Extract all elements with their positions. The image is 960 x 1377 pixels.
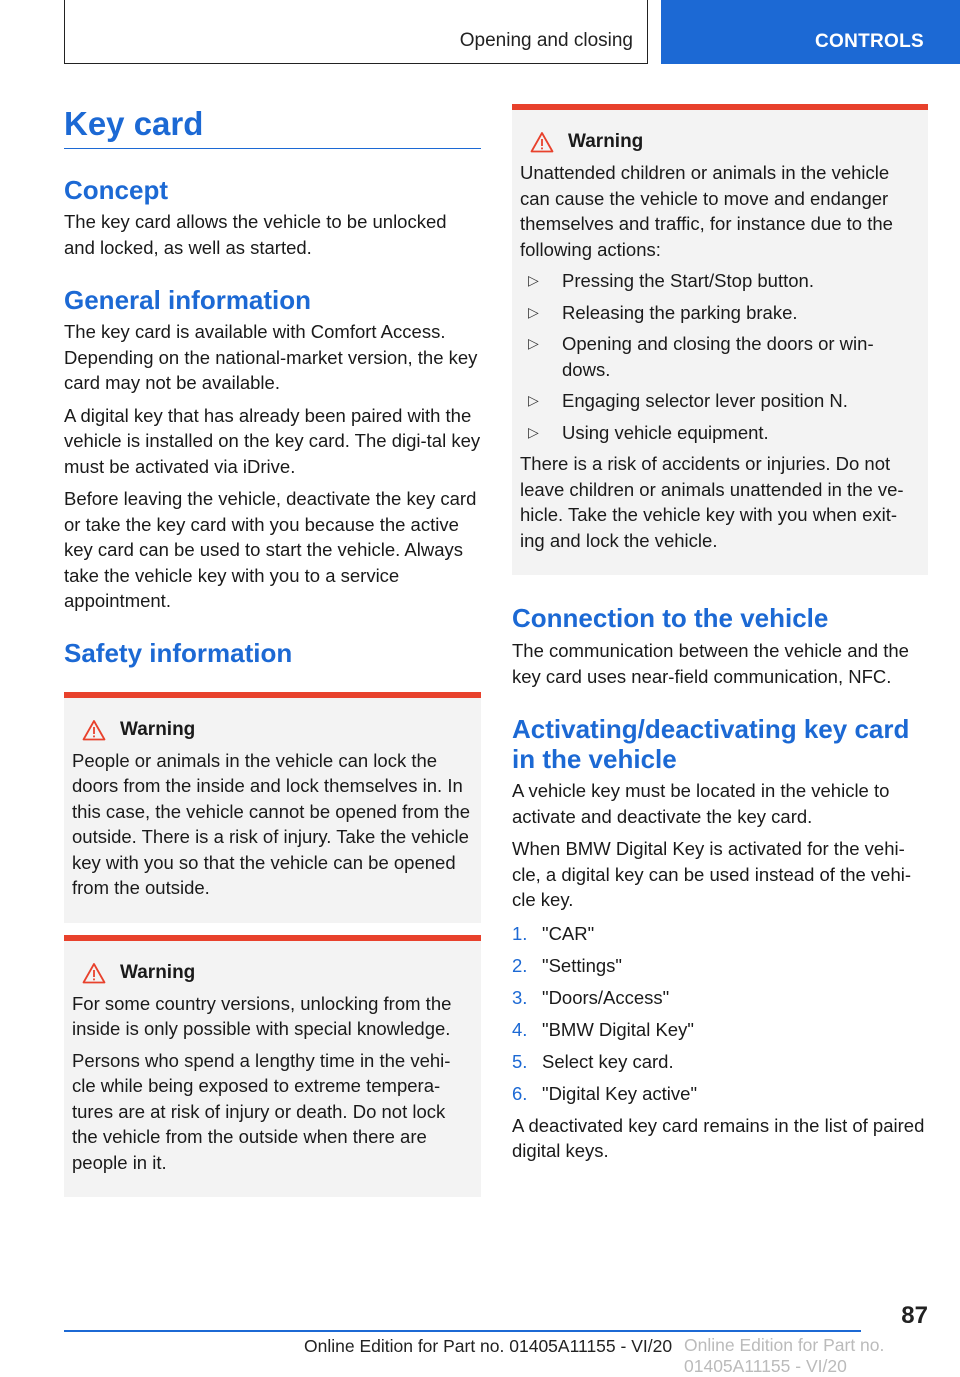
step-text: "Settings" [542,954,622,976]
bullet-triangle-icon: ▷ [528,392,539,408]
step-text: "Doors/Access" [542,986,670,1008]
footer-edition: Online Edition for Part no. 01405A11155 - VI/20 [304,1336,673,1356]
activating-paragraph-1: A vehicle key must be located in the vehicle to activate and deactivate the key card. [512,780,890,827]
step-number: 2. [512,954,528,976]
list-item: ▷ Pressing the Start/Stop button. [520,268,920,294]
bullet-triangle-icon: ▷ [528,272,539,288]
connection-heading: Connection to the vehicle [512,603,829,633]
header-chapter-title: CONTROLS [815,31,925,52]
warning-bullet-list [520,268,920,445]
bullet-triangle-icon: ▷ [528,335,539,351]
list-item: ▷ Using vehicle equipment. [520,420,920,446]
warning-title-row [82,961,473,985]
list-item: ▷ Engaging selector lever position N. [520,388,920,414]
warning-title: Warning [120,718,196,740]
warning-text-2: Persons who spend a lengthy time in the vehi-cle while being exposed to extreme tempera-tures are at risk of injury or death. Do not lock the vehicle from the outside when there are people in it. [72,1049,451,1173]
list-item [512,1049,928,1075]
warning-intro: Unattended children or animals in the vehicle can cause the vehicle to move and endanger themselves and traffic, for instance due to the following actions: [520,162,893,260]
list-item: ▷ Opening and closing the doors or win-dows. [520,331,920,382]
warning-triangle-icon [82,962,106,984]
warning-title: Warning [120,961,196,983]
warning-title-row [82,718,473,742]
warning-title-row [530,130,920,154]
connection-text: The communication between the vehicle and the key card uses near-field communication, NFC. [512,640,909,687]
step-text: "BMW Digital Key" [542,1018,694,1040]
warning-box-locked-in [64,692,481,923]
closing-text: A deactivated key card remains in the list of paired digital keys. [512,1114,925,1161]
general-info-paragraph-1: The key card is available with Comfort Access. Depending on the national-market version, the key card may not be available. [64,321,478,393]
header-section-box [64,0,648,64]
header-chapter-tab [661,0,960,64]
step-number: 5. [512,1050,528,1072]
warning-box-unlocking [64,935,481,1198]
right-column [512,104,928,1164]
bullet-triangle-icon: ▷ [528,423,539,440]
safety-info-heading: Safety information [64,637,293,668]
list-item [512,1081,928,1107]
warning-text-1: For some country versions, unlocking from the inside is only possible with special knowledge. [72,992,452,1039]
warning-triangle-icon [82,719,106,741]
step-text: "CAR" [542,922,595,944]
general-info-paragraph-2: A digital key that has already been paired with the vehicle is installed on the key card. The digi-tal key must be activated via iDrive. [64,404,481,477]
general-info-heading: General information [64,285,312,315]
warning-title: Warning [568,131,644,152]
page-number: 87 [901,1302,928,1329]
left-column [64,104,481,1197]
header-section-title: Opening and closing [459,30,633,51]
warning-triangle-icon [530,131,554,153]
concept-text: The key card allows the vehicle to be unlocked and locked, as well as started. [64,211,447,258]
step-text: Select key card. [542,1050,674,1072]
step-number: 4. [512,1018,528,1040]
page-title: Key card [64,104,481,149]
list-item [512,953,928,979]
steps-list [512,921,928,1107]
general-info-paragraph-3: Before leaving the vehicle, deactivate the key card or take the key card with you because the active key card can be used to start the vehicle. Always take the vehicle key with you to a service appointment. [64,488,477,611]
step-text: "Digital Key active" [542,1082,698,1104]
step-number: 6. [512,1082,528,1104]
bullet-triangle-icon: ▷ [528,303,539,320]
step-number: 3. [512,986,528,1008]
concept-heading: Concept [64,175,168,205]
footer-divider [64,1330,861,1332]
warning-outro: There is a risk of accidents or injuries. Do not leave children or animals unattended in the ve-hicle. Take the vehicle key with you when exit-ing and lock the vehicle. [520,453,904,551]
step-number: 1. [512,922,528,944]
list-item [512,921,928,947]
list-item [512,1017,928,1043]
warning-text: People or animals in the vehicle can lock the doors from the inside and lock themselves in. In this case, the vehicle cannot be opened from the outside. There is a risk of injury. Take the vehicle key with you so that the vehicle can be opened from the outside. [72,749,471,898]
activating-paragraph-2: When BMW Digital Key is activated for the vehi-cle, a digital key can be used instead of the vehi-cle key. [512,838,912,910]
warning-box-unattended [512,104,928,575]
watermark: Online Edition for Part no. 01405A11155 - VI/20 [684,1335,885,1376]
list-item [512,985,928,1011]
activating-heading: Activating/deactivating key card in the vehicle [512,714,910,774]
list-item: ▷ Releasing the parking brake. [520,300,920,326]
